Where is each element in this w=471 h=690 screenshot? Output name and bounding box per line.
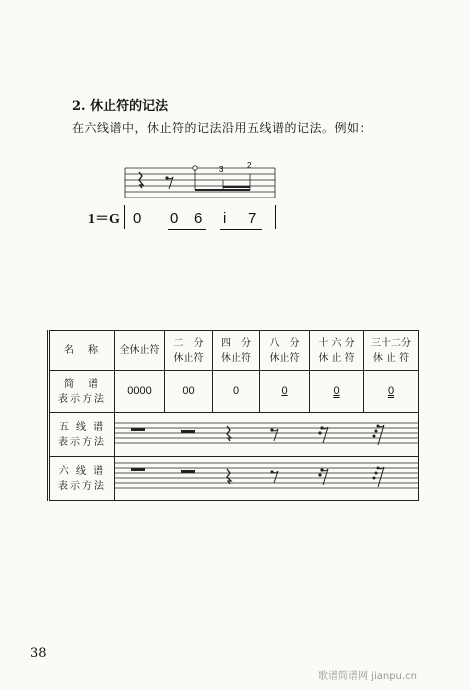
header-name: 名 称: [49, 331, 115, 371]
fret-3: 3: [219, 165, 224, 174]
tab-rests: [115, 457, 419, 495]
page-number: 38: [30, 646, 47, 661]
header-row: [49, 331, 419, 371]
header-eighth: 八 分 休止符: [260, 331, 310, 371]
table-row: [49, 413, 419, 457]
row-label-jianpu: 简 谱 表示方法: [49, 371, 115, 413]
jianpu-note: 6: [194, 210, 203, 227]
table-row: [49, 457, 419, 501]
jianpu-half: 00: [165, 371, 213, 413]
rest-notation-table: [47, 330, 417, 492]
table-row: [49, 371, 419, 413]
header-sixteenth: 十 六 分 休 止 符: [310, 331, 364, 371]
jianpu-note: i: [223, 210, 227, 227]
staff-rests-cell: [115, 413, 419, 457]
barline: [275, 205, 276, 229]
row-label-staff: 五 线 谱 表示方法: [49, 413, 115, 457]
header-thirtysecond: 三十二分 休 止 符: [364, 331, 419, 371]
underline: [168, 229, 206, 230]
jianpu-note: 0: [170, 210, 179, 227]
tab-rests-cell: [115, 457, 419, 501]
header-half: 二 分 休止符: [165, 331, 213, 371]
jianpu-thirtysecond: 0: [364, 371, 419, 413]
intro-text: 在六线谱中，休止符的记法沿用五线谱的记法。例如：: [72, 121, 373, 135]
header-whole: 全休止符: [115, 331, 165, 371]
jianpu-note: 0: [133, 210, 142, 227]
jianpu-example: [88, 205, 288, 235]
fret-2: 2: [247, 161, 252, 170]
tab-staff-example: [95, 158, 285, 198]
jianpu-sixteenth: 0: [310, 371, 364, 413]
jianpu-eighth: 0: [260, 371, 310, 413]
row-label-tab: 六 线 谱 表示方法: [49, 457, 115, 501]
staff-rests: [115, 413, 419, 451]
jianpu-note: 7: [248, 210, 257, 227]
section-heading: 2. 休止符的记法: [72, 99, 169, 114]
key-label: 1＝G: [88, 212, 120, 227]
jianpu-whole: 0000: [115, 371, 165, 413]
header-quarter: 四 分 休止符: [213, 331, 260, 371]
jianpu-quarter: 0: [213, 371, 260, 413]
barline: [124, 205, 125, 229]
watermark-logo: 歌谱简谱网 jianpu.cn: [318, 671, 417, 682]
underline: [220, 229, 262, 230]
